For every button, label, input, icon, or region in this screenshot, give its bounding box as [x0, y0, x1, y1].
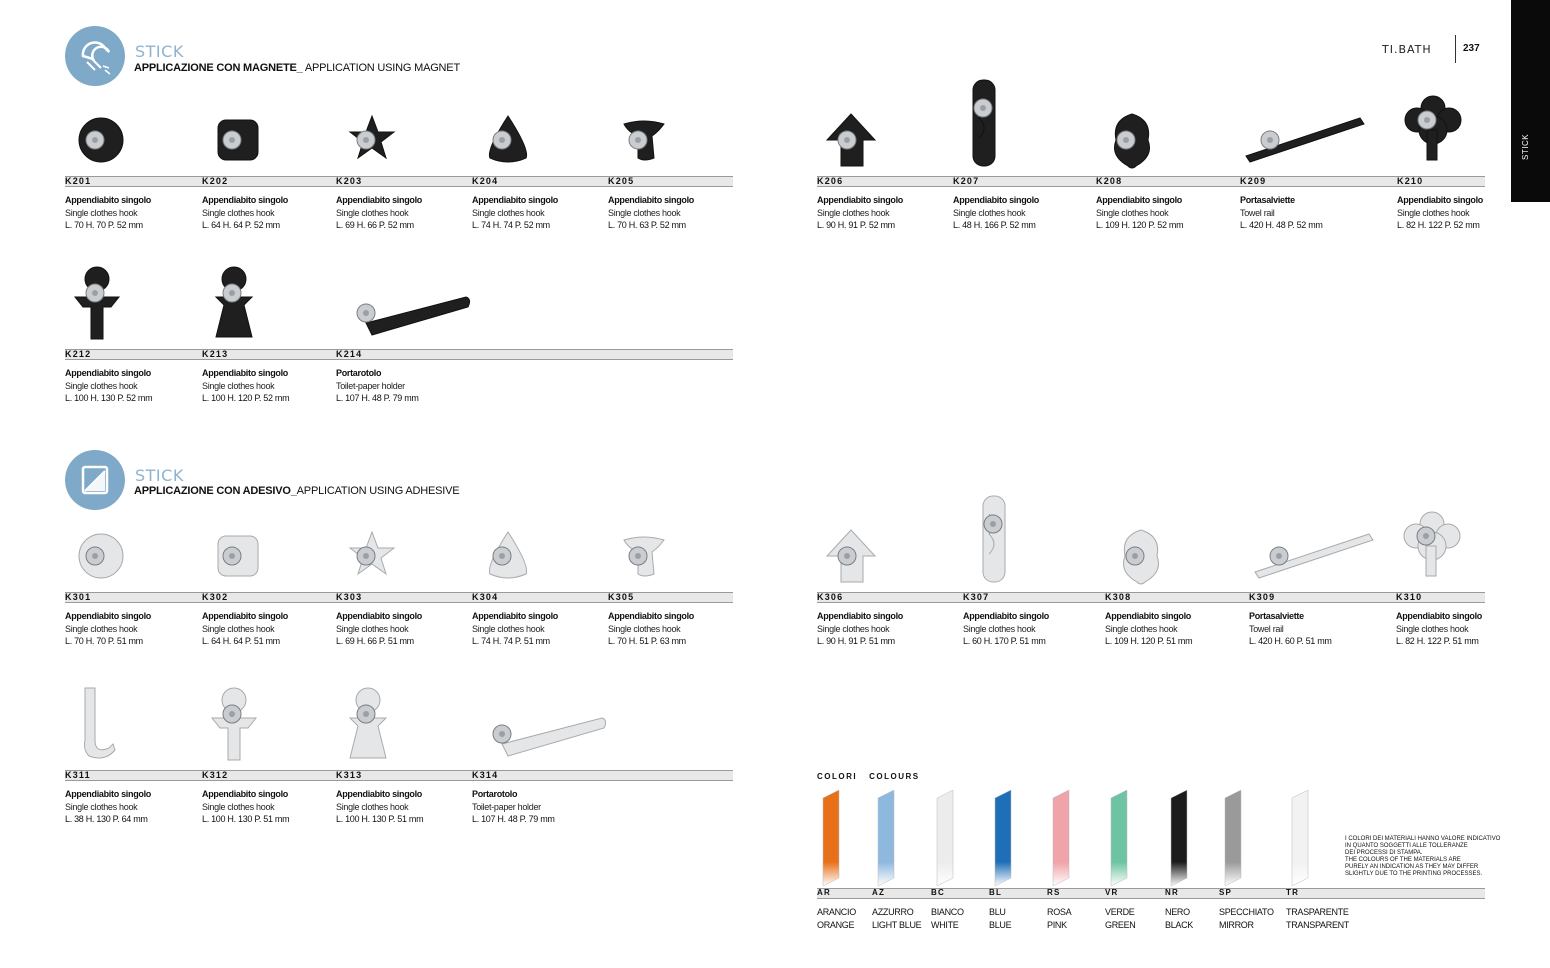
- product-code: K312: [202, 770, 229, 780]
- product-description: [336, 610, 422, 648]
- product-image-k205: [608, 110, 678, 175]
- colour-name-en: ORANGE: [817, 919, 855, 930]
- product-code: K212: [65, 349, 92, 359]
- product-name-en: Single clothes hook: [472, 623, 545, 634]
- product-image-k302: [202, 526, 272, 591]
- product-dimensions: L. 74 H. 74 P. 52 mm: [472, 220, 550, 230]
- product-name-it: Appendiabito singolo: [202, 368, 288, 378]
- product-name-en: Single clothes hook: [472, 207, 545, 218]
- product-name-it: Portasalviette: [1249, 611, 1304, 621]
- product-image-k202: [202, 110, 272, 175]
- product-image-k303: [336, 526, 406, 591]
- colour-code: RS: [1047, 888, 1061, 897]
- product-name-en: Single clothes hook: [817, 623, 890, 634]
- product-code: K309: [1249, 592, 1276, 602]
- product-name-it: Appendiabito singolo: [1396, 611, 1482, 621]
- colour-swatch-nr: [1165, 790, 1195, 891]
- product-name-it: Appendiabito singolo: [202, 195, 288, 205]
- colour-swatch-rs: [1047, 790, 1077, 891]
- colour-name: [872, 906, 921, 931]
- colour-name-en: BLUE: [989, 919, 1012, 930]
- product-name-en: Single clothes hook: [202, 623, 275, 634]
- page-divider: [1455, 35, 1456, 63]
- product-dimensions: L. 100 H. 130 P. 51 mm: [202, 814, 290, 824]
- colour-swatch-sp: [1219, 790, 1249, 891]
- side-tab: [1511, 0, 1550, 202]
- colour-name: [1047, 906, 1071, 931]
- colour-code: NR: [1165, 888, 1179, 897]
- product-code: K203: [336, 176, 363, 186]
- product-description: [1397, 194, 1483, 232]
- product-code: K204: [472, 176, 499, 186]
- side-tab-label: STICK: [1521, 133, 1530, 160]
- row-divider: [817, 592, 1485, 603]
- colour-name: [1219, 906, 1274, 931]
- product-code: K307: [963, 592, 990, 602]
- product-dimensions: L. 70 H. 63 P. 52 mm: [608, 220, 686, 230]
- product-name-en: Towel rail: [1249, 623, 1284, 634]
- product-description: [65, 367, 152, 405]
- product-code: K314: [472, 770, 499, 780]
- product-name-it: Portarotolo: [472, 789, 518, 799]
- product-image-k309: [1249, 526, 1389, 591]
- product-name-it: Portasalviette: [1240, 195, 1295, 205]
- colour-name: [1286, 906, 1349, 931]
- product-code: K209: [1240, 176, 1267, 186]
- product-code: K308: [1105, 592, 1132, 602]
- product-description: [65, 788, 151, 826]
- product-code: K311: [65, 770, 91, 780]
- product-code: K306: [817, 592, 844, 602]
- product-name-en: Single clothes hook: [336, 207, 409, 218]
- colour-code: SP: [1219, 888, 1233, 897]
- product-name-it: Appendiabito singolo: [1397, 195, 1483, 205]
- product-dimensions: L. 100 H. 130 P. 52 mm: [65, 393, 153, 403]
- brand-logo: TI.BATH: [1382, 43, 1432, 56]
- colour-code: AR: [817, 888, 831, 897]
- product-name-en: Single clothes hook: [953, 207, 1026, 218]
- product-description: [817, 194, 903, 232]
- product-description: [202, 788, 289, 826]
- colour-swatch-bc: [931, 790, 961, 891]
- product-description: [336, 788, 423, 826]
- product-dimensions: L. 100 H. 130 P. 51 mm: [336, 814, 424, 824]
- colour-swatch-ar: [817, 790, 847, 891]
- row-divider: [65, 770, 733, 781]
- product-name-it: Appendiabito singolo: [608, 195, 694, 205]
- product-image-k206: [817, 110, 887, 175]
- product-name-it: Appendiabito singolo: [472, 611, 558, 621]
- product-name-en: Single clothes hook: [65, 801, 138, 812]
- product-image-k306: [817, 526, 887, 591]
- product-name-en: Single clothes hook: [65, 380, 138, 391]
- product-dimensions: L. 70 H. 51 P. 63 mm: [608, 636, 686, 646]
- section-title-light: APPLICATION USING ADHESIVE: [296, 485, 460, 497]
- product-code: K304: [472, 592, 499, 602]
- colour-code: VR: [1105, 888, 1119, 897]
- product-name-it: Appendiabito singolo: [65, 195, 151, 205]
- product-description: [963, 610, 1049, 648]
- product-dimensions: L. 90 H. 91 P. 51 mm: [817, 636, 895, 646]
- product-image-k314: [472, 704, 612, 769]
- product-image-k207: [953, 78, 1023, 175]
- product-name-en: Single clothes hook: [1105, 623, 1178, 634]
- colour-name: [1105, 906, 1136, 931]
- colour-code: TR: [1286, 888, 1300, 897]
- product-description: [1240, 194, 1323, 232]
- product-name-it: Appendiabito singolo: [65, 611, 151, 621]
- colour-name-it: NERO: [1165, 907, 1190, 917]
- product-name-en: Towel rail: [1240, 207, 1275, 218]
- product-image-k203: [336, 110, 406, 175]
- product-image-k204: [472, 110, 542, 175]
- colour-code: BC: [931, 888, 945, 897]
- product-name-it: Appendiabito singolo: [336, 195, 422, 205]
- section-title-bold: APPLICAZIONE CON ADESIVO_: [134, 485, 297, 497]
- colour-name: [989, 906, 1011, 931]
- product-image-k313: [336, 684, 406, 769]
- colour-name-it: BLU: [989, 907, 1006, 917]
- product-name-it: Appendiabito singolo: [65, 789, 151, 799]
- section-brand: STICK: [135, 42, 184, 61]
- colours-note: I COLORI DEI MATERIALI HANNO VALORE INDICATIVO IN QUANTO SOGGETTI ALLE TOLLERANZE DEI PROCESSI DI STAMPA. THE COLOURS OF THE MATERIALS ARE PURELY AN INDICATION AS THEY MAY DIFFER SLIGHTLY DUE TO THE PRINTING PROCESSES.: [1345, 836, 1501, 877]
- product-dimensions: L. 109 H. 120 P. 51 mm: [1105, 636, 1193, 646]
- product-name-it: Appendiabito singolo: [1105, 611, 1191, 621]
- product-name-en: Single clothes hook: [202, 380, 275, 391]
- product-dimensions: L. 109 H. 120 P. 52 mm: [1096, 220, 1184, 230]
- product-code: K210: [1397, 176, 1424, 186]
- product-code: K305: [608, 592, 635, 602]
- product-name-en: Single clothes hook: [1397, 207, 1470, 218]
- section-title: [134, 62, 460, 74]
- colour-name-it: VERDE: [1105, 907, 1135, 917]
- product-dimensions: L. 69 H. 66 P. 52 mm: [336, 220, 414, 230]
- product-dimensions: L. 107 H. 48 P. 79 mm: [336, 393, 419, 403]
- adhesive-icon: [65, 450, 125, 510]
- product-image-k208: [1096, 110, 1166, 175]
- colour-name-it: ROSA: [1047, 907, 1072, 917]
- product-image-k210: [1397, 90, 1467, 175]
- product-description: [202, 610, 288, 648]
- product-description: [202, 194, 288, 232]
- product-code: K206: [817, 176, 844, 186]
- product-dimensions: L. 82 H. 122 P. 52 mm: [1397, 220, 1480, 230]
- product-code: K205: [608, 176, 635, 186]
- colours-divider: [817, 888, 1485, 899]
- product-name-en: Single clothes hook: [608, 207, 681, 218]
- colour-name: [817, 906, 856, 931]
- product-image-k307: [963, 494, 1033, 591]
- product-name-en: Toilet-paper holder: [336, 380, 405, 391]
- product-name-it: Appendiabito singolo: [608, 611, 694, 621]
- product-dimensions: L. 69 H. 66 P. 51 mm: [336, 636, 414, 646]
- colour-name: [931, 906, 964, 931]
- product-description: [336, 367, 419, 405]
- product-code: K313: [336, 770, 363, 780]
- product-image-k213: [202, 263, 272, 348]
- colour-swatch-bl: [989, 790, 1019, 891]
- product-dimensions: L. 70 H. 70 P. 52 mm: [65, 220, 143, 230]
- section-title-light: APPLICATION USING MAGNET: [302, 62, 460, 74]
- product-name-it: Appendiabito singolo: [1096, 195, 1182, 205]
- product-name-en: Single clothes hook: [817, 207, 890, 218]
- product-description: [1396, 610, 1482, 648]
- product-description: [953, 194, 1039, 232]
- colour-name-en: LIGHT BLUE: [872, 919, 922, 930]
- product-name-en: Single clothes hook: [65, 623, 138, 634]
- colour-swatch-tr: [1286, 790, 1316, 891]
- product-dimensions: L. 100 H. 120 P. 52 mm: [202, 393, 290, 403]
- product-dimensions: L. 107 H. 48 P. 79 mm: [472, 814, 555, 824]
- product-description: [65, 610, 151, 648]
- product-description: [472, 788, 555, 826]
- colour-name-en: TRANSPARENT: [1286, 919, 1350, 930]
- product-name-it: Appendiabito singolo: [953, 195, 1039, 205]
- product-image-k212: [65, 263, 135, 348]
- colour-name-en: WHITE: [931, 919, 959, 930]
- product-code: K214: [336, 349, 363, 359]
- product-description: [1249, 610, 1332, 648]
- product-code: K202: [202, 176, 229, 186]
- section-title-bold: APPLICAZIONE CON MAGNETE_: [134, 62, 303, 74]
- product-image-k301: [65, 526, 135, 591]
- product-description: [608, 194, 694, 232]
- product-name-it: Appendiabito singolo: [202, 789, 288, 799]
- product-name-it: Portarotolo: [336, 368, 382, 378]
- product-dimensions: L. 60 H. 170 P. 51 mm: [963, 636, 1046, 646]
- product-name-it: Appendiabito singolo: [472, 195, 558, 205]
- product-dimensions: L. 82 H. 122 P. 51 mm: [1396, 636, 1479, 646]
- page-number: 237: [1463, 43, 1480, 54]
- product-name-en: Single clothes hook: [202, 801, 275, 812]
- colour-name-it: AZZURRO: [872, 907, 914, 917]
- colour-swatch-vr: [1105, 790, 1135, 891]
- colour-swatch-az: [872, 790, 902, 891]
- colour-name-it: TRASPARENTE: [1286, 907, 1349, 917]
- product-name-it: Appendiabito singolo: [963, 611, 1049, 621]
- colour-name: [1165, 906, 1193, 931]
- product-dimensions: L. 38 H. 130 P. 64 mm: [65, 814, 148, 824]
- product-description: [817, 610, 903, 648]
- product-dimensions: L. 48 H. 166 P. 52 mm: [953, 220, 1036, 230]
- product-dimensions: L. 64 H. 64 P. 51 mm: [202, 636, 280, 646]
- product-description: [65, 194, 151, 232]
- colour-name-en: MIRROR: [1219, 919, 1254, 930]
- product-name-en: Single clothes hook: [1396, 623, 1469, 634]
- product-code: K302: [202, 592, 229, 602]
- product-image-k310: [1396, 506, 1466, 591]
- colour-code: BL: [989, 888, 1003, 897]
- colour-name-en: PINK: [1047, 919, 1067, 930]
- row-divider: [817, 176, 1485, 187]
- colour-name-en: GREEN: [1105, 919, 1136, 930]
- product-dimensions: L. 74 H. 74 P. 51 mm: [472, 636, 550, 646]
- product-dimensions: L. 64 H. 64 P. 52 mm: [202, 220, 280, 230]
- colours-heading: [817, 772, 932, 781]
- colour-name-it: SPECCHIATO: [1219, 907, 1274, 917]
- product-name-en: Single clothes hook: [336, 801, 409, 812]
- product-description: [1105, 610, 1192, 648]
- colour-name-it: ARANCIO: [817, 907, 856, 917]
- section-brand: STICK: [135, 466, 184, 485]
- product-name-en: Single clothes hook: [202, 207, 275, 218]
- product-name-en: Single clothes hook: [65, 207, 138, 218]
- product-dimensions: L. 420 H. 60 P. 51 mm: [1249, 636, 1332, 646]
- product-description: [472, 610, 558, 648]
- product-image-k201: [65, 110, 135, 175]
- product-image-k214: [336, 283, 476, 348]
- row-divider: [65, 349, 733, 360]
- product-description: [1096, 194, 1183, 232]
- product-code: K201: [65, 176, 92, 186]
- section-title: [134, 485, 459, 497]
- product-code: K310: [1396, 592, 1423, 602]
- product-code: K208: [1096, 176, 1123, 186]
- product-name-it: Appendiabito singolo: [65, 368, 151, 378]
- product-image-k209: [1240, 110, 1380, 175]
- colour-code: AZ: [872, 888, 886, 897]
- colour-name-it: BIANCO: [931, 907, 964, 917]
- product-image-k311: [65, 684, 135, 769]
- product-description: [202, 367, 289, 405]
- colours-heading-en: COLOURS: [869, 772, 920, 781]
- product-name-en: Toilet-paper holder: [472, 801, 541, 812]
- product-name-en: Single clothes hook: [1096, 207, 1169, 218]
- product-name-it: Appendiabito singolo: [336, 789, 422, 799]
- product-description: [336, 194, 422, 232]
- product-dimensions: L. 420 H. 48 P. 52 mm: [1240, 220, 1323, 230]
- colours-heading-it: COLORI: [817, 772, 858, 781]
- magnet-icon: [65, 26, 125, 86]
- product-code: K207: [953, 176, 980, 186]
- product-dimensions: L. 70 H. 70 P. 51 mm: [65, 636, 143, 646]
- product-image-k305: [608, 526, 678, 591]
- colour-name-en: BLACK: [1165, 919, 1194, 930]
- product-name-it: Appendiabito singolo: [202, 611, 288, 621]
- product-dimensions: L. 90 H. 91 P. 52 mm: [817, 220, 895, 230]
- product-description: [608, 610, 694, 648]
- product-code: K213: [202, 349, 229, 359]
- product-name-it: Appendiabito singolo: [817, 611, 903, 621]
- product-code: K301: [65, 592, 92, 602]
- product-image-k308: [1105, 526, 1175, 591]
- product-image-k312: [202, 684, 272, 769]
- product-name-it: Appendiabito singolo: [817, 195, 903, 205]
- product-image-k304: [472, 526, 542, 591]
- product-name-en: Single clothes hook: [608, 623, 681, 634]
- product-name-en: Single clothes hook: [963, 623, 1036, 634]
- product-name-en: Single clothes hook: [336, 623, 409, 634]
- product-description: [472, 194, 558, 232]
- product-name-it: Appendiabito singolo: [336, 611, 422, 621]
- product-code: K303: [336, 592, 363, 602]
